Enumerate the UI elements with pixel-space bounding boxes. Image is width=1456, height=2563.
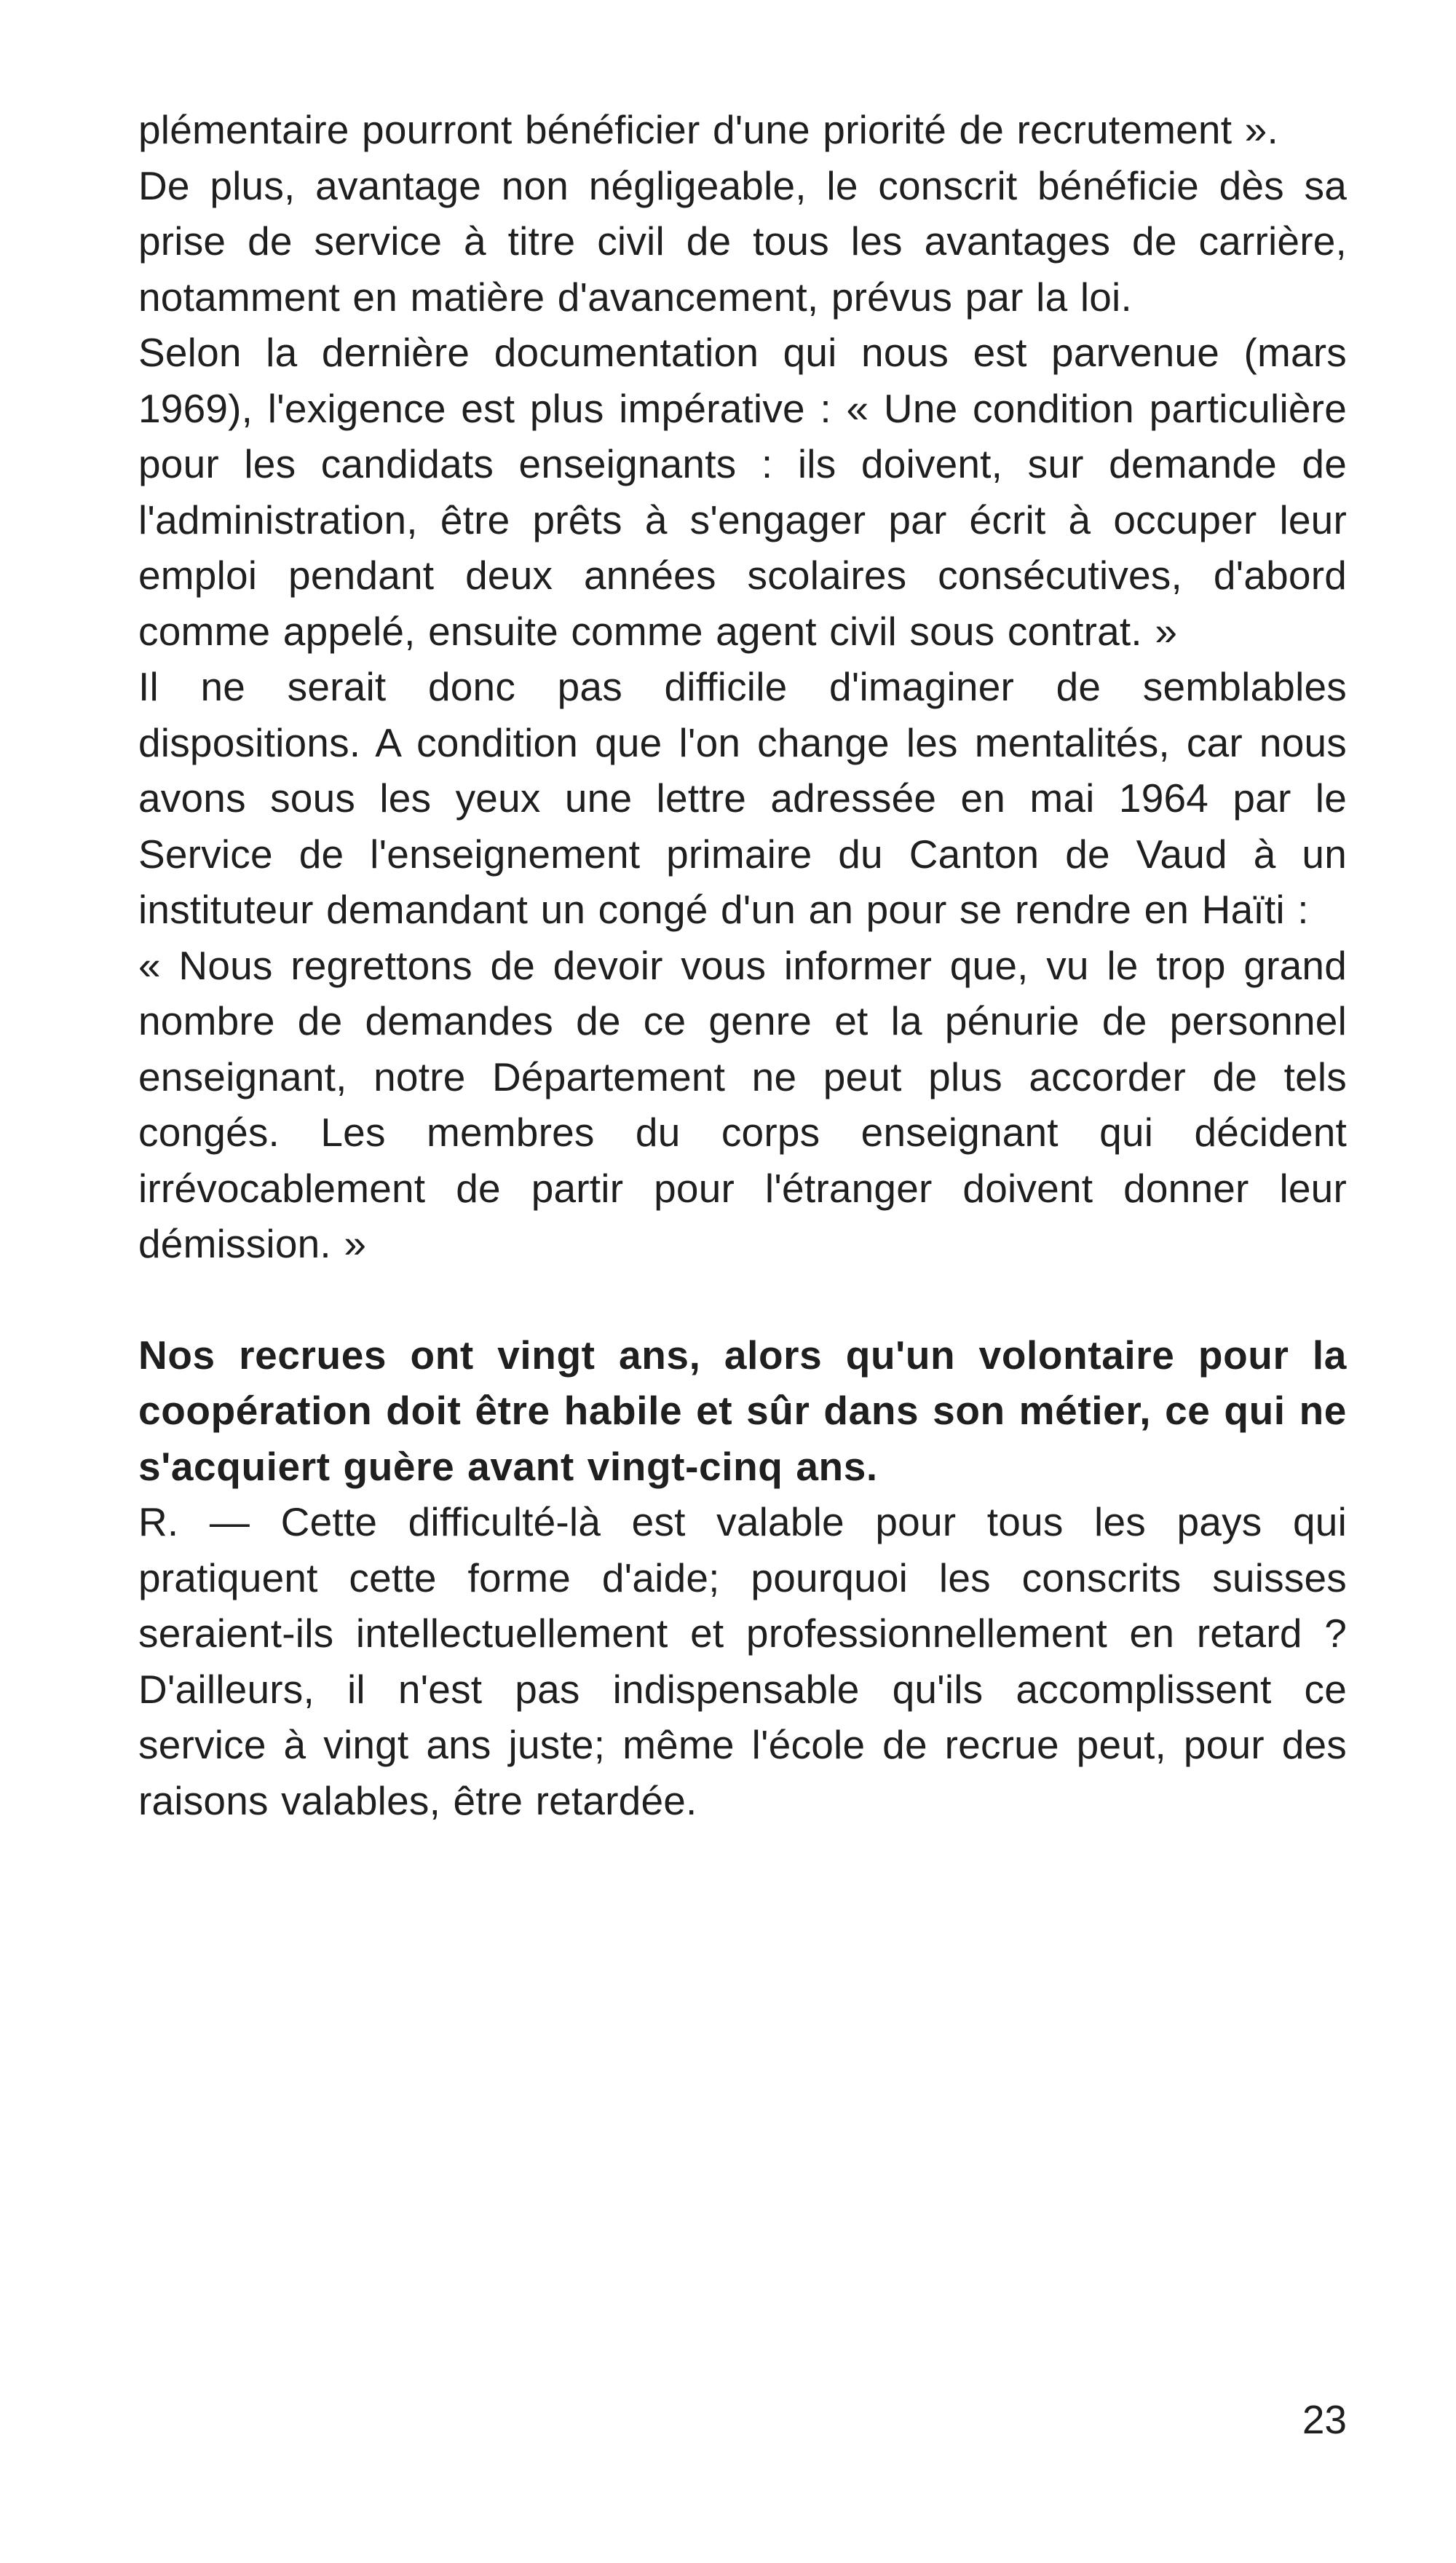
answer-paragraph: R. — Cette difficulté-là est valable pour tous les pays qui pratiquent cette forme d'aide; pourquoi les conscrits suisses seraient-ils intellectuellement et professionnellement en retard ? D'ailleurs, il n'est pas indispensable qu'ils accomplissent ce service à vingt ans juste; même l'école de recrue peut, pour des raisons valables, être retardée. bbox=[138, 1499, 1347, 1823]
page-number: 23 bbox=[1302, 2397, 1347, 2442]
page-body bbox=[138, 102, 1347, 1828]
paragraph-continuation: plémentaire pourront bénéficier d'une priorité de recrutement ». bbox=[138, 107, 1278, 152]
paragraph-documentation: Selon la dernière documentation qui nous est parvenue (mars 1969), l'exigence est plus impérative : « Une condition particulière pour les candidats enseignants : ils doivent, sur demande de l'administration, être prêts à s'engager par écrit à occuper leur emploi pendant deux années scolaires consécutives, d'abord comme appelé, ensuite comme agent civil sous contrat. » bbox=[138, 330, 1347, 654]
paragraph-quoted-letter: « Nous regrettons de devoir vous informer que, vu le trop grand nombre de demandes de ce genre et la pénurie de personnel enseignant, notre Département ne peut plus accorder de tels congés. Les membres du corps enseignant qui décident irrévocablement de partir pour l'étranger doivent donner leur démission. » bbox=[138, 942, 1347, 1266]
section-gap bbox=[138, 1272, 1347, 1327]
paragraph-mentalities: Il ne serait donc pas difficile d'imaginer de semblables dispositions. A condition que l'on change les mentalités, car nous avons sous les yeux une lettre adressée en mai 1964 par le Service de l'enseignement primaire du Canton de Vaud à un instituteur demandant un congé d'un an pour se rendre en Haïti : bbox=[138, 664, 1347, 932]
question-heading: Nos recrues ont vingt ans, alors qu'un volontaire pour la coopération doit être habile et sûr dans son métier, ce qui ne s'acquiert guère avant vingt-cinq ans. bbox=[138, 1332, 1347, 1489]
paragraph-career-advantages: De plus, avantage non négligeable, le conscrit bénéficie dès sa prise de service à titre civil de tous les avantages de carrière, notamment en matière d'avancement, prévus par la loi. bbox=[138, 162, 1347, 320]
